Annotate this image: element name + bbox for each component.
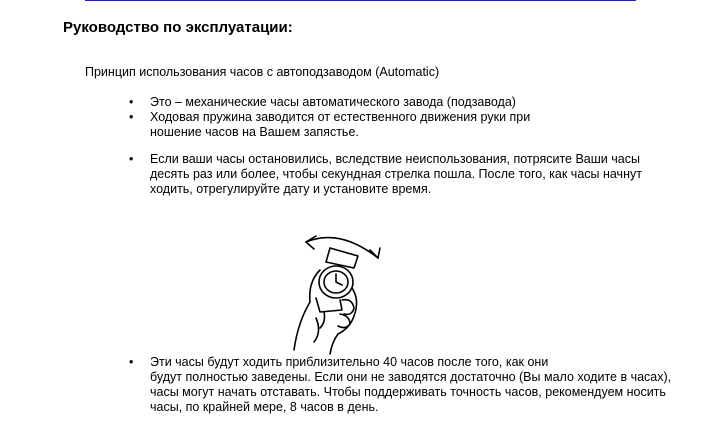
bullet-line: будут полностью заведены. Если они не заводятся достаточно (Вы мало ходите в часах), (150, 370, 672, 384)
bullet-line: Эти часы будут ходить приблизительно 40 часов после того, как они (150, 355, 549, 369)
bullet-icon: • (129, 355, 134, 369)
watch-shake-illustration (280, 230, 385, 355)
watch-strap-icon (326, 248, 358, 268)
bullet-line: часы, по крайней мере, 8 часов в день. (150, 400, 379, 414)
bullet-line: Это – механические часы автоматического завода (подзавода) (150, 95, 516, 109)
bullet-line: часы могут начать отставать. Чтобы поддерживать точность часов, рекомендуем носить (150, 385, 666, 399)
bullet-line: Ходовая пружина заводится от естественного движения руки при (150, 110, 531, 124)
bullet-line: Если ваши часы остановились, вследствие неиспользования, потрясите Ваши часы (150, 152, 640, 166)
shake-arrow-icon (306, 236, 380, 258)
bullet-icon: • (129, 110, 134, 124)
page-title: Руководство по эксплуатации: (63, 19, 293, 36)
bullet-line: ношение часов на Вашем запястье. (150, 125, 359, 139)
bullet-icon: • (129, 95, 134, 109)
intro-text: Принцип использования часов с автоподзаводом (Automatic) (85, 65, 440, 79)
bullet-line: ходить, отрегулируйте дату и установите время. (150, 182, 432, 196)
bullet-icon: • (129, 152, 134, 166)
bullet-line: десять раз или более, чтобы секундная стрелка пошла. После того, как часы начнут (150, 167, 642, 181)
top-divider (85, 0, 636, 1)
